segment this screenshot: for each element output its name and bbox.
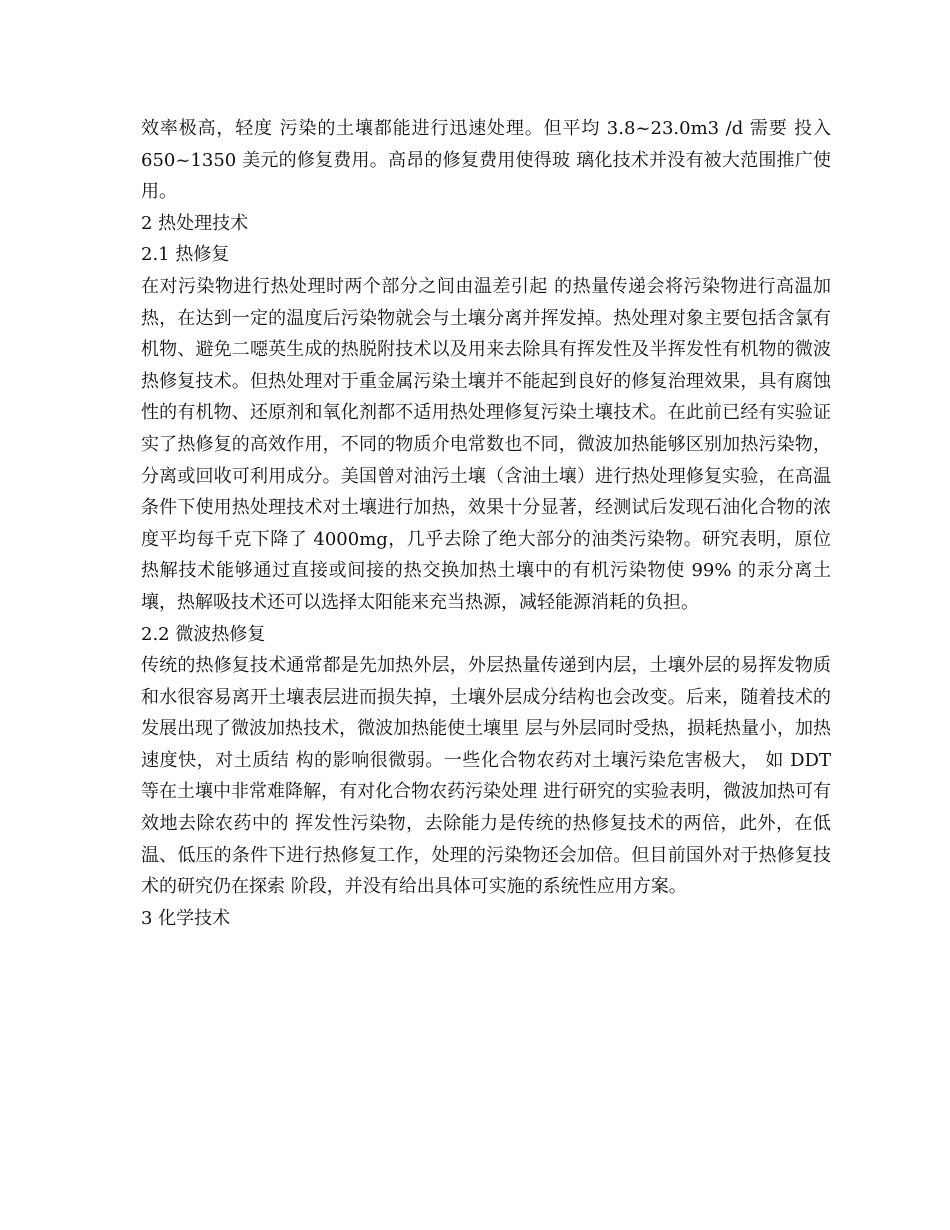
subsection-heading-thermal-remediation: 2.1 热修复 — [141, 244, 230, 266]
document-body — [141, 113, 831, 934]
subsection-heading-microwave-remediation: 2.2 微波热修复 — [141, 623, 266, 645]
section-heading-chemical-technology: 3 化学技术 — [141, 907, 231, 929]
section-heading-thermal-treatment: 2 热处理技术 — [141, 212, 249, 234]
paragraph-thermal-remediation: 在对污染物进行热处理时两个部分之间由温差引起 的热量传递会将污染物进行高温加热，在达到一定的温度后污染物就会与土壤分离并挥发掉。热处理对象主要包括含氯有机物、避免二噁英生成的热脱附技术以及用来去除具有挥发性及半挥发性有机物的微波热修复技术。但热处理对于重金属污染土壤并不能起到良好的修复治理效果，具有腐蚀性的有机物、还原剂和氧化剂都不适用热处理修复污染土壤技术。在此前已经有实验证实了热修复的高效作用，不同的物质介电常数也不同，微波加热能够区别加热污染物，分离或回收可利用成分。美国曾对油污土壤（含油土壤）进行热处理修复实验，在高温条件下使用热处理技术对土壤进行加热，效果十分显著，经测试后发现石油化合物的浓度平均每千克下降了 4000mg，几乎去除了绝大部分的油类污染物。研究表明，原位热解技术能够通过直接或间接的热交换加热土壤中的有机污染物使 99% 的汞分离土壤，热解吸技术还可以选择太阳能来充当热源，减轻能源消耗的负担。 — [141, 275, 831, 613]
paragraph-microwave-remediation: 传统的热修复技术通常都是先加热外层，外层热量传递到内层，土壤外层的易挥发物质和水很容易离开土壤表层进而损失掉，土壤外层成分结构也会改变。后来，随着技术的发展出现了微波加热技术，微波加热能使土壤里 层与外层同时受热，损耗热量小，加热速度快，对土质结 构的影响很微弱。一些化合物农药对土壤污染危害极大， 如 DDT 等在土壤中非常难降解，有对化合物农药污染处理 进行研究的实验表明，微波加热可有效地去除农药中的 挥发性污染物，去除能力是传统的热修复技术的两倍，此外，在低温、低压的条件下进行热修复工作，处理的污染物还会加倍。但目前国外对于热修复技术的研究仍在探索 阶段，并没有给出具体可实施的系统性应用方案。 — [141, 655, 831, 898]
paragraph-vitrification-cost: 效率极高，轻度 污染的土壤都能进行迅速处理。但平均 3.8~23.0m3 /d 需要 投入 650~1350 美元的修复费用。高昂的修复费用使得玻 璃化技术并没有被大范围推广使用。 — [141, 118, 831, 203]
